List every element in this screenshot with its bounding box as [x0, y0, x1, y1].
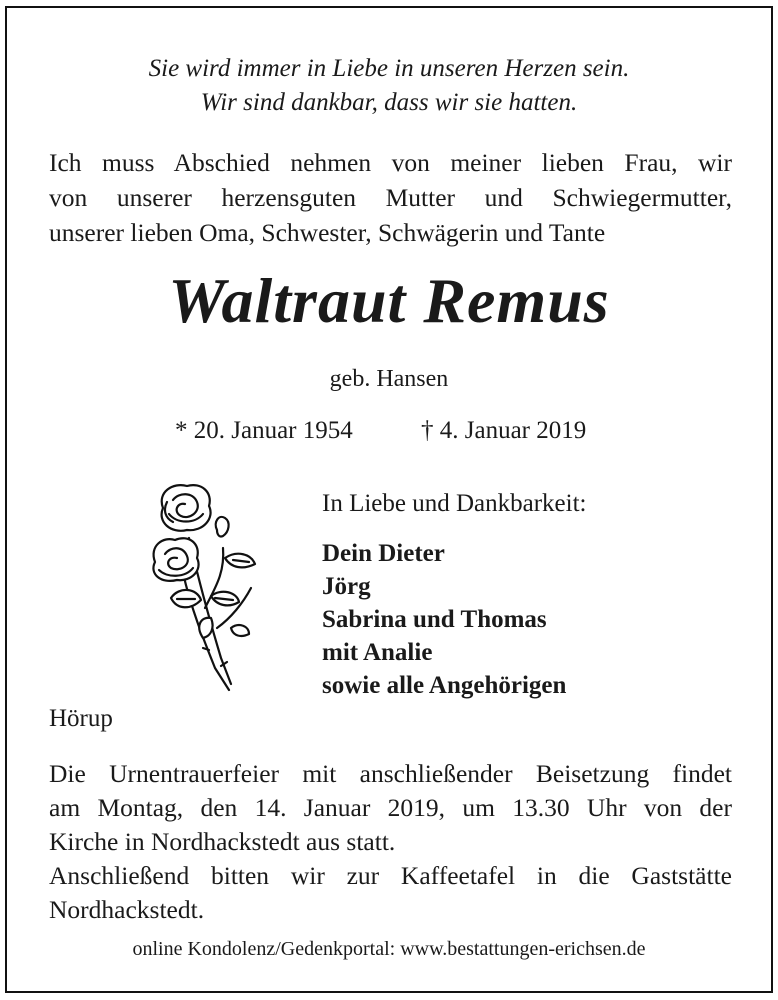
- ceremony-line-3: Kirche in Nordhackstedt aus statt.: [49, 827, 396, 856]
- mourner-name: Sabrina und Thomas: [322, 606, 547, 633]
- obituary-notice: [5, 6, 773, 993]
- mourner-name: mit Analie: [322, 639, 433, 666]
- birth-date: * 20. Januar 1954: [175, 417, 353, 444]
- obituary-content: [7, 8, 771, 991]
- maiden-name: geb. Hansen: [329, 366, 449, 392]
- place-name: Hörup: [49, 705, 113, 732]
- intro-line-3: unserer lieben Oma, Schwester, Schwägerin und Tante: [49, 218, 606, 247]
- intro-line-2: von unserer herzensguten Mutter und Schwiegermutter,: [49, 183, 732, 212]
- ceremony-line-1: Die Urnentrauerfeier mit anschließender Beisetzung findet: [49, 759, 732, 788]
- motto-line-2: Wir sind dankbar, dass wir sie hatten.: [200, 89, 578, 116]
- ceremony-line-5: Nordhackstedt.: [49, 895, 205, 924]
- mourner-name: Jörg: [322, 573, 371, 600]
- rose-icon: [143, 478, 261, 694]
- death-date: † 4. Januar 2019: [421, 417, 587, 444]
- ceremony-line-2: am Montag, den 14. Januar 2019, um 13.30 Uhr von der: [49, 793, 732, 822]
- motto-line-1: Sie wird immer in Liebe in unseren Herzen sein.: [148, 55, 630, 82]
- ceremony-line-4: Anschließend bitten wir zur Kaffeetafel in die Gaststätte: [49, 861, 732, 890]
- mourner-name: sowie alle Angehörigen: [322, 672, 567, 699]
- deceased-name: Waltraut Remus: [168, 265, 610, 336]
- condolence-portal-note: online Kondolenz/Gedenkportal: www.bestattungen-erichsen.de: [132, 938, 646, 960]
- mourners-heading: In Liebe und Dankbarkeit:: [322, 490, 587, 517]
- intro-line-1: Ich muss Abschied nehmen von meiner lieben Frau, wir: [49, 148, 732, 177]
- mourner-name: Dein Dieter: [322, 540, 445, 567]
